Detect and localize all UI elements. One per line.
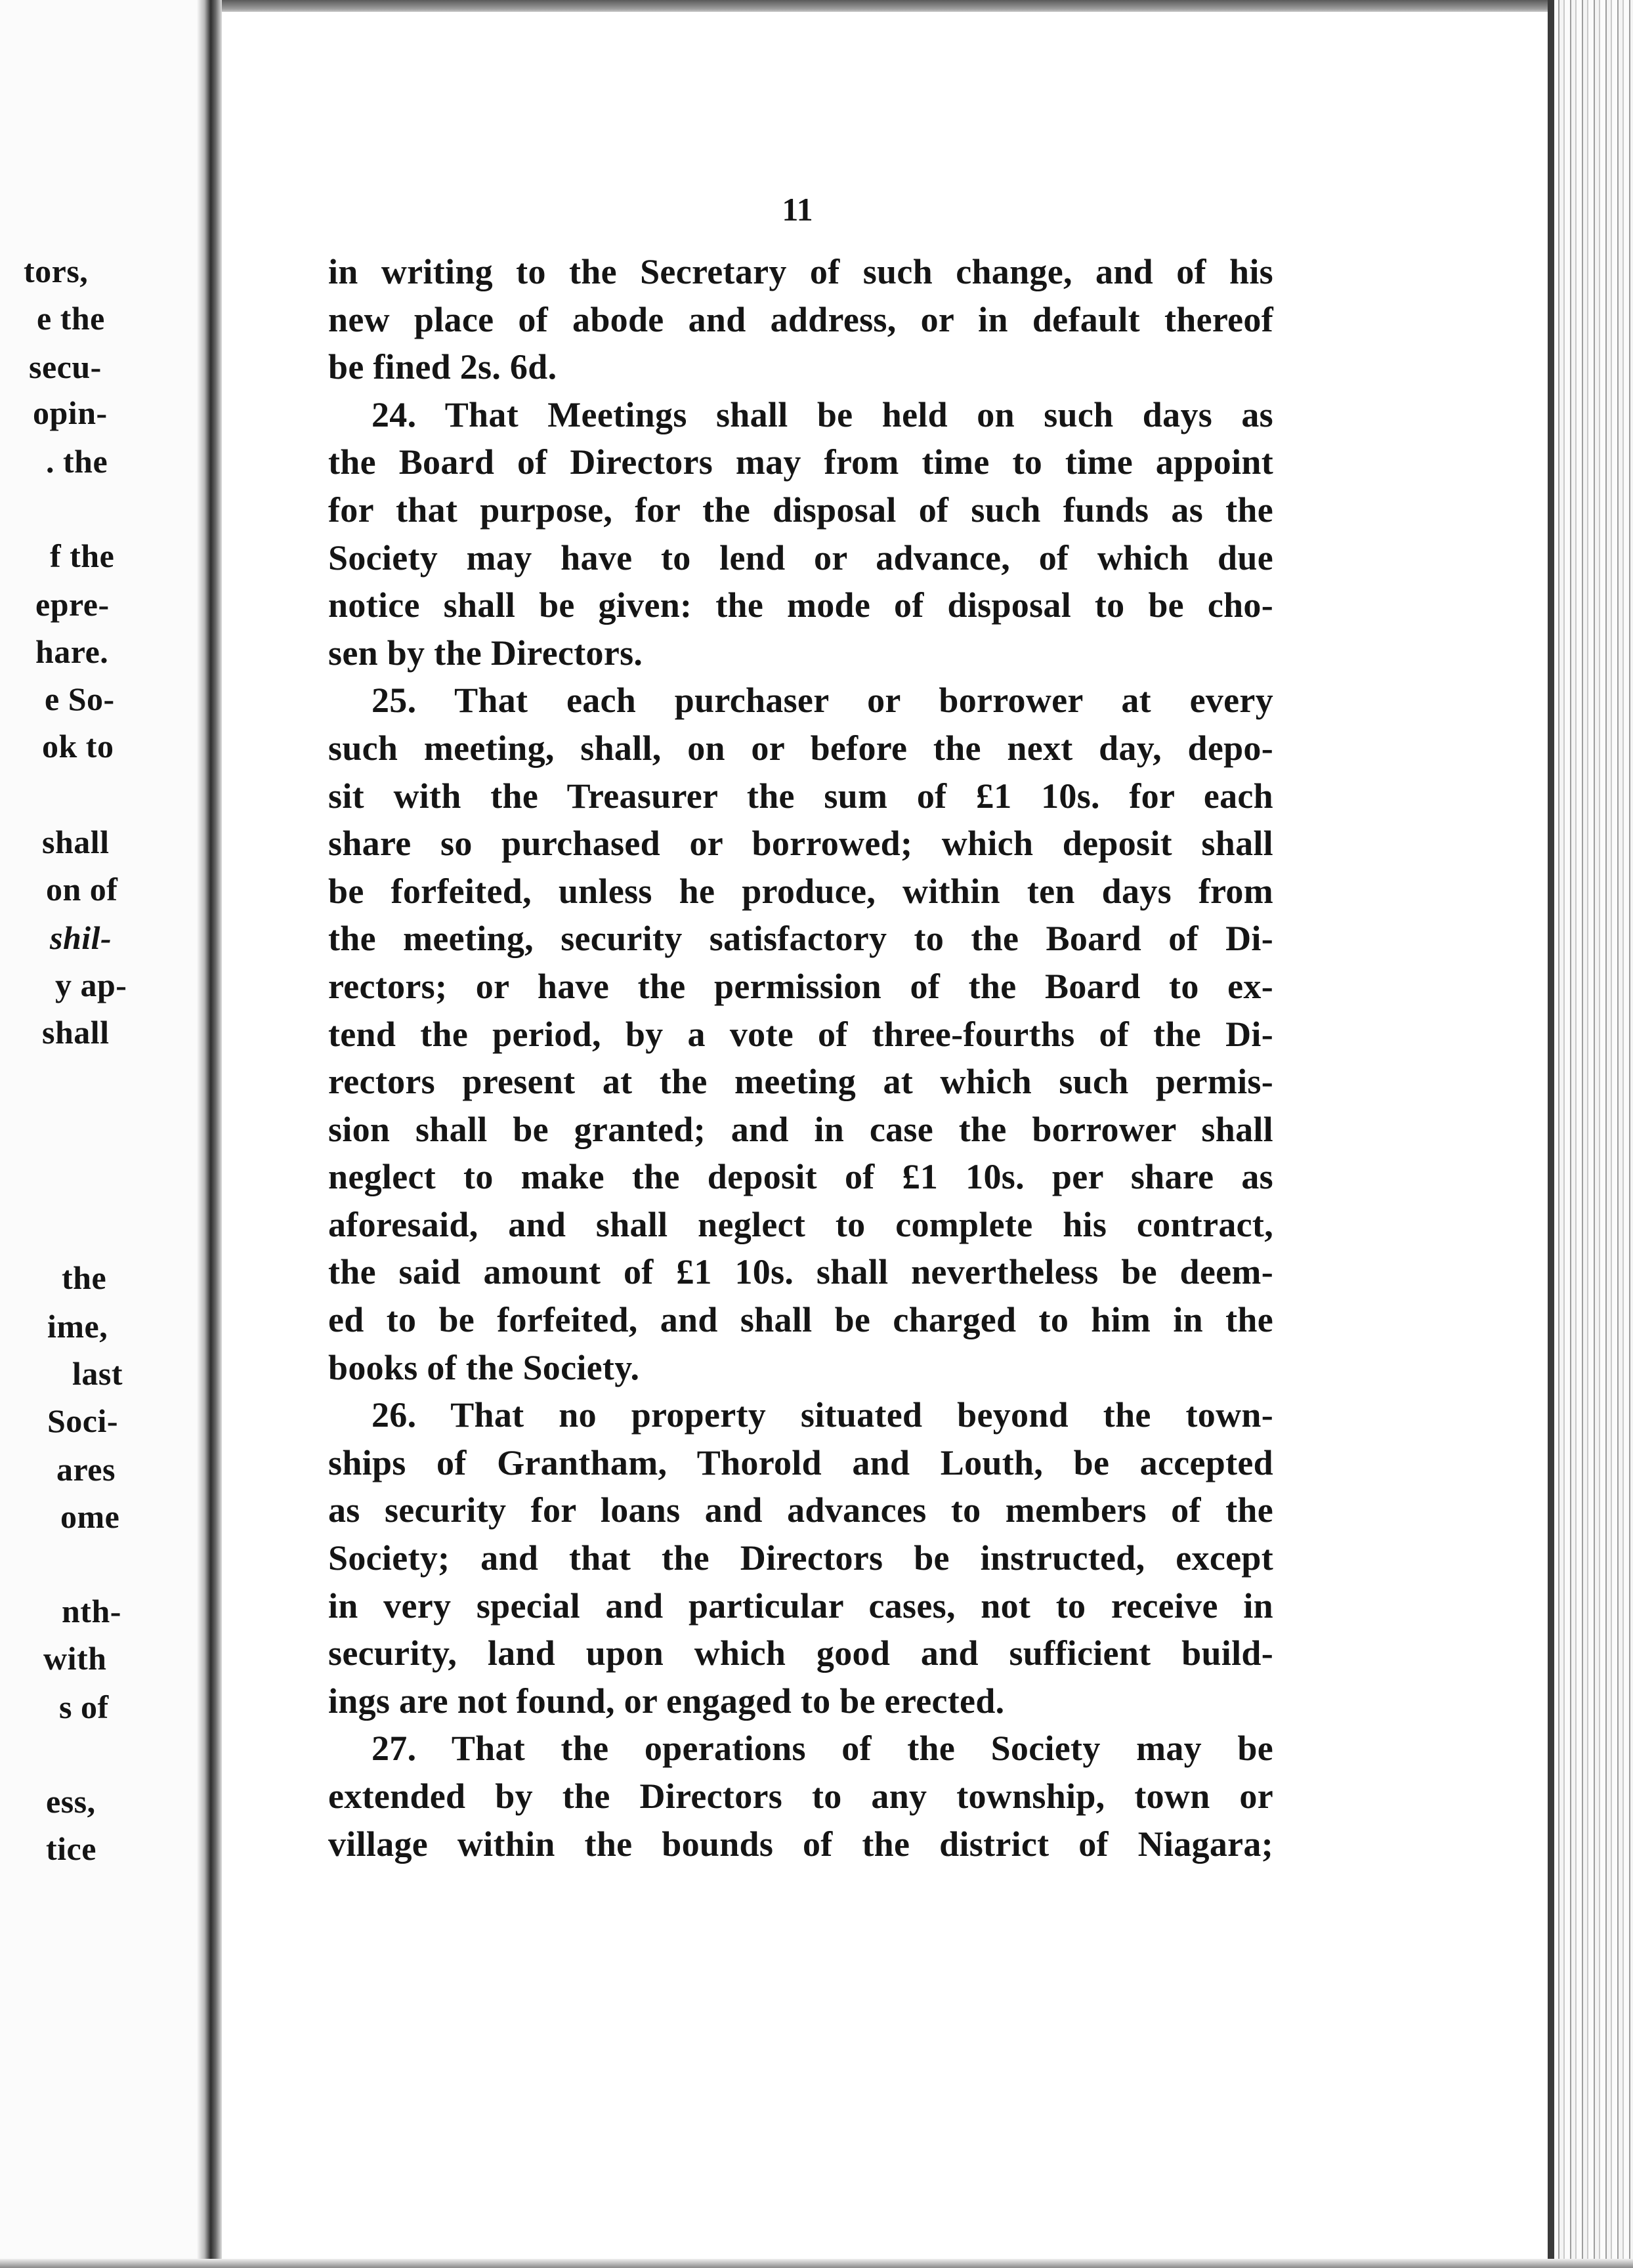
page-number: 11 — [782, 191, 813, 228]
facing-line: ok to — [42, 728, 114, 765]
text-line: in writing to the Secretary of such change, and of his — [328, 252, 1273, 291]
text-line: rectors present at the meeting at which such permis- — [328, 1062, 1273, 1102]
text-line: the meeting, security satisfactory to the Board of Di- — [328, 919, 1273, 959]
facing-line: ares — [56, 1451, 116, 1488]
text-line: village within the bounds of the district of Niagara; — [328, 1824, 1273, 1864]
text-line: notice shall be given: the mode of disposal to be cho- — [328, 585, 1273, 625]
text-line: 26. That no property situated beyond the town- — [371, 1395, 1273, 1435]
facing-line: Soci- — [47, 1402, 119, 1439]
text-line: books of the Society. — [328, 1347, 640, 1387]
facing-line: nth- — [62, 1593, 121, 1629]
text-line: ings are not found, or engaged to be erected. — [328, 1681, 1005, 1721]
text-line: share so purchased or borrowed; which deposit shall — [328, 824, 1273, 864]
text-line: Society may have to lend or advance, of which due — [328, 537, 1273, 578]
text-line: 25. That each purchaser or borrower at every — [371, 681, 1273, 721]
facing-line: epre- — [35, 586, 110, 623]
facing-line: tice — [46, 1830, 96, 1867]
facing-line: e the — [37, 300, 105, 337]
text-line: neglect to make the deposit of £1 10s. per share as — [328, 1157, 1273, 1197]
text-line: ed to be forfeited, and shall be charged to him in the — [328, 1300, 1273, 1340]
text-line: the said amount of £1 10s. shall nevertheless be deem- — [328, 1252, 1273, 1292]
facing-line: secu- — [29, 348, 102, 385]
facing-line: the — [62, 1259, 107, 1296]
text-line: sion shall be granted; and in case the borrower shall — [328, 1109, 1273, 1149]
facing-line: shall — [42, 824, 110, 860]
facing-line: hare. — [35, 633, 109, 670]
facing-line: tors, — [24, 253, 89, 289]
text-line: in very special and particular cases, not to receive in — [328, 1586, 1273, 1626]
page-stack-edge — [1548, 0, 1633, 2268]
text-line: such meeting, shall, on or before the next day, depo- — [328, 728, 1273, 768]
text-line: 24. That Meetings shall be held on such days as — [371, 394, 1273, 434]
facing-line: with — [43, 1640, 107, 1677]
facing-page-text — [0, 0, 197, 2268]
facing-line: opin- — [33, 394, 108, 431]
text-line: tend the period, by a vote of three-fourths of the Di- — [328, 1014, 1273, 1054]
text-line: new place of abode and address, or in default thereof — [328, 299, 1273, 339]
facing-line: . the — [46, 443, 108, 480]
scan-bottom-edge — [0, 2259, 1633, 2268]
facing-line: s of — [59, 1689, 109, 1725]
page-edge-shadow — [1548, 0, 1554, 2268]
facing-line: ome — [60, 1498, 120, 1535]
text-line: aforesaid, and shall neglect to complete his contract, — [328, 1204, 1273, 1244]
facing-line: y ap- — [55, 967, 127, 1003]
text-line: sen by the Directors. — [328, 633, 643, 673]
text-line: ships of Grantham, Thorold and Louth, be accepted — [328, 1442, 1273, 1482]
body-text — [328, 248, 1273, 1868]
text-line: as security for loans and advances to members of the — [328, 1490, 1273, 1530]
facing-line: shall — [42, 1014, 110, 1051]
text-line: be forfeited, unless he produce, within ten days from — [328, 871, 1273, 911]
text-line: sit with the Treasurer the sum of £1 10s. for each — [328, 776, 1273, 816]
text-line: Society; and that the Directors be instructed, except — [328, 1538, 1273, 1578]
book-gutter — [197, 0, 222, 2268]
facing-line: ess, — [46, 1783, 96, 1820]
facing-line: last — [72, 1355, 123, 1392]
facing-line: shil- — [50, 919, 112, 956]
text-line: rectors; or have the permission of the Board to ex- — [328, 966, 1273, 1006]
text-line: be fined 2s. 6d. — [328, 347, 557, 387]
text-line: the Board of Directors may from time to time appoint — [328, 442, 1273, 482]
facing-line: on of — [46, 871, 118, 908]
text-line: extended by the Directors to any township, town or — [328, 1776, 1273, 1816]
text-line: security, land upon which good and sufficient build- — [328, 1633, 1273, 1673]
facing-line: f the — [50, 537, 115, 574]
text-line: for that purpose, for the disposal of such funds as the — [328, 490, 1273, 530]
facing-line: e So- — [45, 681, 115, 717]
text-line: 27. That the operations of the Society may be — [371, 1729, 1273, 1769]
facing-line: ime, — [47, 1308, 108, 1345]
